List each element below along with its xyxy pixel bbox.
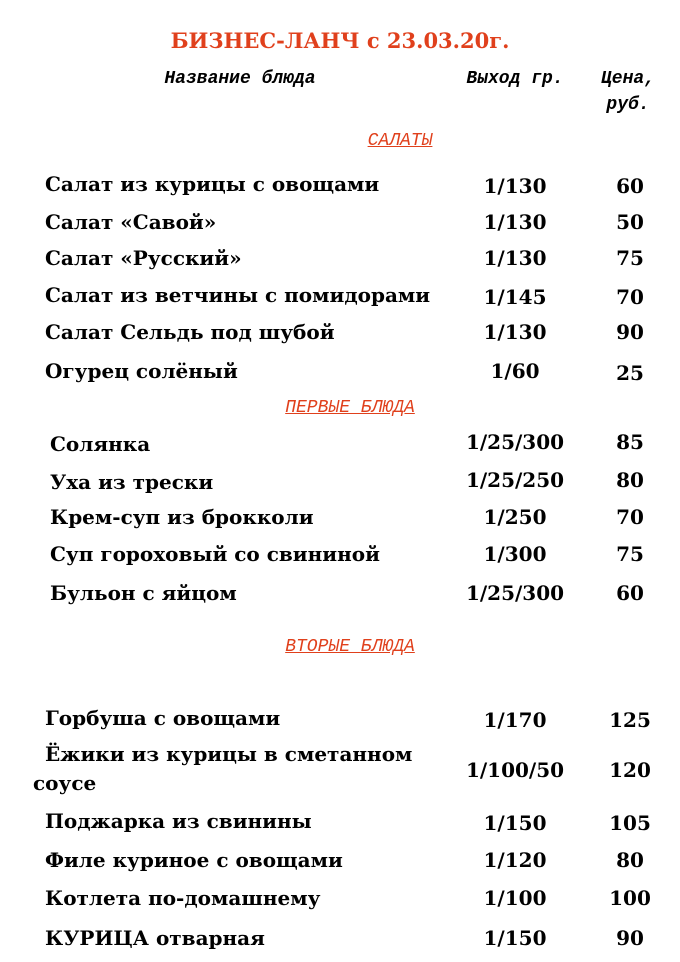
menu-row [0,172,680,202]
column-header-price: Цена, руб. [600,69,655,115]
dish-name: Бульон с яйцом [50,581,237,605]
menu-row [0,848,680,878]
dish-out: 1/25/300 [465,430,565,454]
menu-row [0,581,680,611]
section-title-second: ВТОРЫЕ БЛЮДА [285,637,415,657]
dish-price: 90 [616,320,644,344]
dish-name: Котлета по-домашнему [45,886,321,910]
dish-price: 75 [616,246,644,270]
dish-price: 100 [609,886,651,910]
dish-price: 105 [609,811,651,835]
dish-out: 1/150 [483,926,547,950]
menu-row [0,706,680,736]
dish-price: 90 [616,926,644,950]
dish-price: 75 [616,542,644,566]
column-header-name: Название блюда [164,69,316,89]
menu-row [0,359,680,389]
dish-name: Суп гороховый со свининой [50,542,380,566]
menu-row [0,542,680,572]
dish-name: Филе куриное с овощами [45,848,343,872]
dish-price: 70 [616,505,644,529]
menu-row [0,740,680,802]
dish-out: 1/60 [490,359,540,383]
dish-out: 1/100 [483,886,547,910]
menu-row [0,210,680,240]
menu-title: БИЗНЕС-ЛАНЧ с 23.03.20г. [170,28,510,53]
section-title-salads: САЛАТЫ [367,131,433,151]
dish-name: Горбуша с овощами [45,706,281,730]
column-header-out: Выход гр. [466,69,564,89]
dish-price: 125 [609,708,651,732]
menu-row [0,320,680,350]
menu-row [0,886,680,916]
dish-out: 1/25/300 [465,581,565,605]
section-title-first: ПЕРВЫЕ БЛЮДА [285,398,415,418]
dish-out: 1/250 [483,505,547,529]
dish-out: 1/300 [483,542,547,566]
dish-price: 70 [616,285,644,309]
dish-price: 80 [616,468,644,492]
menu-row [0,926,680,956]
dish-name: Салат «Савой» [45,210,217,234]
menu-row [0,246,680,276]
dish-out: 1/130 [483,174,547,198]
dish-price: 120 [609,758,651,782]
dish-name: Крем-суп из брокколи [50,505,314,529]
dish-price: 60 [616,174,644,198]
dish-name: Солянка [50,432,151,456]
dish-out: 1/150 [483,811,547,835]
dish-out: 1/25/250 [465,468,565,492]
dish-price: 80 [616,848,644,872]
dish-name: Поджарка из свинины [45,809,312,833]
menu-row [0,505,680,535]
dish-out: 1/130 [483,320,547,344]
menu-row [0,283,680,313]
dish-price: 85 [616,430,644,454]
menu-row [0,809,680,839]
dish-price: 60 [616,581,644,605]
dish-price: 50 [616,210,644,234]
dish-name: Салат Сельдь под шубой [45,320,335,344]
dish-out: 1/145 [483,285,547,309]
dish-name: Салат из ветчины с помидорами [45,283,431,307]
dish-name: Огурец солёный [45,359,238,383]
menu-row [0,468,680,498]
dish-out: 1/120 [483,848,547,872]
dish-name: Салат «Русский» [45,246,242,270]
dish-name: КУРИЦА отварная [45,926,265,950]
dish-out: 1/130 [483,210,547,234]
dish-price: 25 [616,361,644,385]
dish-out: 1/100/50 [465,758,565,782]
dish-out: 1/130 [483,246,547,270]
dish-name: Ёжики из курицы в сметанном соусе [33,742,413,795]
dish-out: 1/170 [483,708,547,732]
menu-row [0,430,680,460]
dish-name: Салат из курицы с овощами [45,172,380,196]
dish-name: Уха из трески [50,470,214,494]
